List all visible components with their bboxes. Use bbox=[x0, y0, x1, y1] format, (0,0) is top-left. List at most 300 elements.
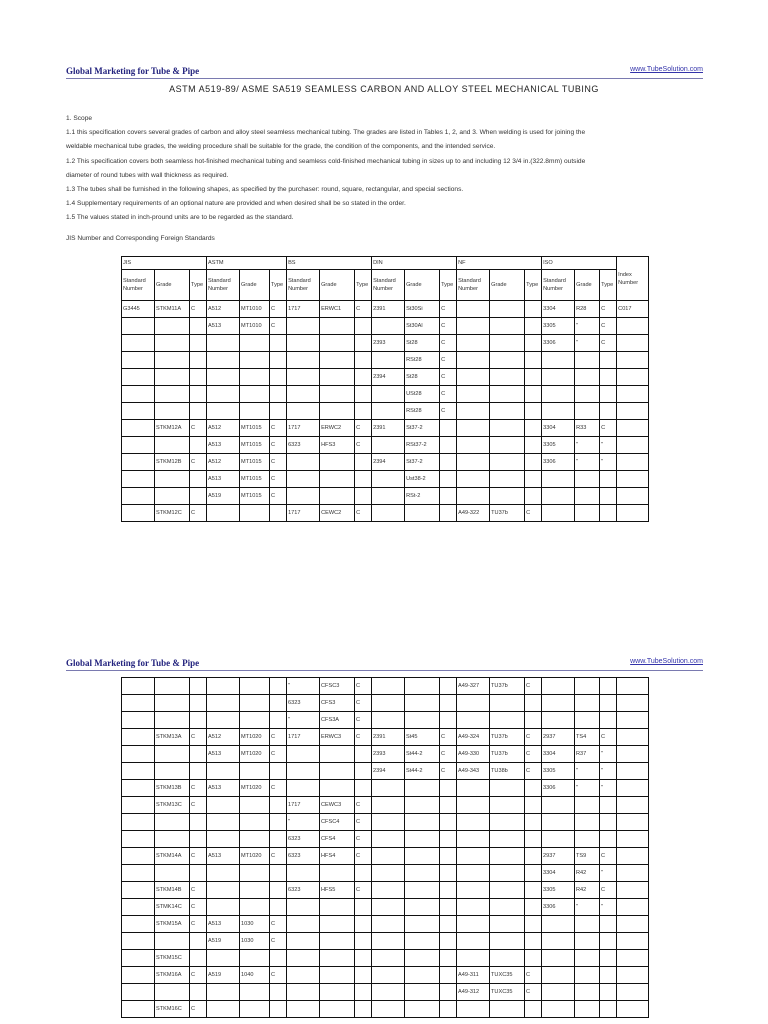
table-cell: C bbox=[355, 712, 372, 729]
table-cell bbox=[405, 831, 440, 848]
table-cell: STMK14C bbox=[155, 899, 190, 916]
table-cell bbox=[490, 454, 525, 471]
table-cell: St37-2 bbox=[405, 420, 440, 437]
table-cell bbox=[440, 437, 457, 454]
table-row bbox=[122, 967, 649, 984]
table-cell: St44-2 bbox=[405, 763, 440, 780]
table-cell: C bbox=[190, 899, 207, 916]
table-cell bbox=[440, 505, 457, 522]
table-cell bbox=[600, 814, 617, 831]
table-cell bbox=[355, 318, 372, 335]
table-cell bbox=[207, 882, 240, 899]
table-cell bbox=[320, 369, 355, 386]
table-row bbox=[122, 369, 649, 386]
table-cell bbox=[525, 437, 542, 454]
table-cell: CFSC3 bbox=[320, 678, 355, 695]
table-cell: C bbox=[355, 831, 372, 848]
table-cell bbox=[355, 916, 372, 933]
table-cell bbox=[190, 352, 207, 369]
table-cell bbox=[240, 865, 270, 882]
table-cell bbox=[355, 1001, 372, 1018]
table-cell: 3306 bbox=[542, 899, 575, 916]
table-cell bbox=[575, 933, 600, 950]
table-cell: MT1015 bbox=[240, 437, 270, 454]
table-cell: TU37b bbox=[490, 505, 525, 522]
table-cell bbox=[122, 950, 155, 967]
sub-header-cell: Standard Number bbox=[457, 270, 490, 301]
table-cell: St37-2 bbox=[405, 454, 440, 471]
table-cell: " bbox=[575, 437, 600, 454]
table-cell bbox=[372, 318, 405, 335]
table-cell bbox=[525, 899, 542, 916]
table-cell bbox=[405, 865, 440, 882]
table-cell bbox=[457, 899, 490, 916]
table-cell bbox=[320, 318, 355, 335]
table-row bbox=[122, 933, 649, 950]
table-cell bbox=[190, 865, 207, 882]
table-cell: A512 bbox=[207, 729, 240, 746]
table-cell: " bbox=[600, 454, 617, 471]
table-cell bbox=[122, 831, 155, 848]
table-cell bbox=[600, 386, 617, 403]
table-cell: " bbox=[575, 335, 600, 352]
table-cell bbox=[600, 695, 617, 712]
sub-header-row bbox=[122, 270, 649, 301]
table-cell: C bbox=[355, 695, 372, 712]
table-cell: STKM13A bbox=[155, 729, 190, 746]
table-cell bbox=[440, 488, 457, 505]
table-cell bbox=[155, 678, 190, 695]
table-cell bbox=[490, 471, 525, 488]
table-cell bbox=[155, 984, 190, 1001]
group-header-row bbox=[122, 257, 649, 270]
header-company: Global Marketing for Tube & Pipe bbox=[66, 66, 200, 76]
table-cell bbox=[490, 695, 525, 712]
table-cell bbox=[122, 318, 155, 335]
table-cell bbox=[575, 678, 600, 695]
table-cell: C bbox=[270, 746, 287, 763]
table-cell: 3305 bbox=[542, 763, 575, 780]
table-cell: C bbox=[190, 505, 207, 522]
table-cell bbox=[542, 471, 575, 488]
table-cell bbox=[617, 899, 649, 916]
table-cell bbox=[440, 882, 457, 899]
table-cell bbox=[405, 505, 440, 522]
table-cell bbox=[617, 780, 649, 797]
table-cell: 2391 bbox=[372, 420, 405, 437]
table-cell bbox=[207, 984, 240, 1001]
table-cell: St30Al bbox=[405, 318, 440, 335]
table-cell bbox=[155, 712, 190, 729]
table-cell bbox=[617, 437, 649, 454]
table-cell: C bbox=[270, 454, 287, 471]
table-cell bbox=[490, 1001, 525, 1018]
table-cell bbox=[122, 335, 155, 352]
table-cell bbox=[372, 831, 405, 848]
table-cell: R37 bbox=[575, 746, 600, 763]
table-cell: St44-2 bbox=[405, 746, 440, 763]
table-cell bbox=[525, 950, 542, 967]
table-cell bbox=[440, 471, 457, 488]
table-cell: MT1015 bbox=[240, 420, 270, 437]
group-bs: BS bbox=[287, 257, 372, 270]
table-cell: St30Si bbox=[405, 301, 440, 318]
website-link[interactable]: www.TubeSolution.com bbox=[630, 658, 703, 665]
table-cell: C bbox=[190, 420, 207, 437]
table-cell bbox=[372, 882, 405, 899]
table-cell bbox=[600, 984, 617, 1001]
table-cell bbox=[600, 403, 617, 420]
table-cell: TUXC35 bbox=[490, 984, 525, 1001]
table-cell: C bbox=[270, 301, 287, 318]
table-cell bbox=[405, 712, 440, 729]
table-cell bbox=[287, 763, 320, 780]
table-cell bbox=[617, 967, 649, 984]
table-cell: C bbox=[355, 797, 372, 814]
table-cell bbox=[490, 899, 525, 916]
table-cell: " bbox=[575, 454, 600, 471]
table-cell bbox=[600, 933, 617, 950]
table-cell: A512 bbox=[207, 301, 240, 318]
table-cell bbox=[155, 763, 190, 780]
table-row bbox=[122, 437, 649, 454]
sub-header-cell: Type bbox=[440, 270, 457, 301]
table-cell bbox=[372, 403, 405, 420]
table-cell bbox=[542, 712, 575, 729]
table-cell bbox=[575, 916, 600, 933]
table-cell bbox=[320, 454, 355, 471]
table-cell bbox=[287, 780, 320, 797]
table-cell bbox=[617, 352, 649, 369]
table-cell bbox=[457, 437, 490, 454]
table-cell: " bbox=[287, 712, 320, 729]
table-cell: R42 bbox=[575, 865, 600, 882]
table-cell bbox=[240, 352, 270, 369]
table-cell bbox=[490, 420, 525, 437]
table-cell bbox=[457, 797, 490, 814]
table-cell: C bbox=[440, 386, 457, 403]
table-cell: MT1015 bbox=[240, 471, 270, 488]
table-cell bbox=[207, 865, 240, 882]
table-cell: 1717 bbox=[287, 420, 320, 437]
table-cell bbox=[490, 403, 525, 420]
table-row bbox=[122, 763, 649, 780]
table-cell: CFS3 bbox=[320, 695, 355, 712]
table-cell: A519 bbox=[207, 933, 240, 950]
table-cell: " bbox=[600, 780, 617, 797]
table-cell bbox=[440, 865, 457, 882]
table-cell bbox=[155, 746, 190, 763]
sub-header-cell: Grade bbox=[155, 270, 190, 301]
table-cell: STKM14A bbox=[155, 848, 190, 865]
table-cell bbox=[405, 848, 440, 865]
table-cell bbox=[405, 950, 440, 967]
table-cell bbox=[190, 437, 207, 454]
sub-header-cell: Type bbox=[525, 270, 542, 301]
table-cell: USt28 bbox=[405, 386, 440, 403]
table-cell: C bbox=[600, 301, 617, 318]
table-cell bbox=[207, 678, 240, 695]
table-cell bbox=[320, 386, 355, 403]
table-cell: 2391 bbox=[372, 301, 405, 318]
table-cell bbox=[617, 420, 649, 437]
table-cell: A49-330 bbox=[457, 746, 490, 763]
table-cell: MT1020 bbox=[240, 746, 270, 763]
table-cell bbox=[122, 488, 155, 505]
table-row bbox=[122, 386, 649, 403]
table-row bbox=[122, 471, 649, 488]
table-cell bbox=[207, 386, 240, 403]
table-cell bbox=[287, 369, 320, 386]
table-cell bbox=[190, 814, 207, 831]
scope-paragraph: 1.2 This specification covers both seamless hot-finished mechanical tubing and seamless cold-finished mechanical tubing in sizes up to and including 12 3/4 in.(322.8mm) outside bbox=[66, 157, 586, 165]
group-nf: NF bbox=[457, 257, 542, 270]
table-cell bbox=[355, 780, 372, 797]
table-cell: C bbox=[190, 1001, 207, 1018]
sub-header-cell: Type bbox=[600, 270, 617, 301]
table-cell bbox=[372, 505, 405, 522]
table-cell bbox=[617, 984, 649, 1001]
sub-header-cell: Grade bbox=[405, 270, 440, 301]
table-cell bbox=[270, 899, 287, 916]
table-cell bbox=[122, 712, 155, 729]
scope-paragraph: weldable mechanical tube grades, the welding procedure shall be suitable for the grade, the condition of the components, and the intended service. bbox=[66, 143, 496, 151]
table-cell: C bbox=[190, 454, 207, 471]
table-cell bbox=[207, 1001, 240, 1018]
table-cell: C bbox=[355, 678, 372, 695]
table-cell bbox=[287, 916, 320, 933]
table-cell bbox=[600, 950, 617, 967]
table-row bbox=[122, 1001, 649, 1018]
table-cell bbox=[405, 1001, 440, 1018]
table-cell bbox=[287, 454, 320, 471]
table-cell bbox=[600, 488, 617, 505]
table-row bbox=[122, 950, 649, 967]
table-cell bbox=[457, 814, 490, 831]
table-cell: C017 bbox=[617, 301, 649, 318]
table-cell: C bbox=[270, 916, 287, 933]
table-cell: C bbox=[270, 967, 287, 984]
table-cell bbox=[287, 335, 320, 352]
table-cell: C bbox=[525, 729, 542, 746]
table-cell bbox=[372, 916, 405, 933]
table-cell bbox=[190, 933, 207, 950]
table-cell bbox=[457, 933, 490, 950]
table-cell bbox=[207, 712, 240, 729]
table-cell: C bbox=[355, 882, 372, 899]
table-cell: 6323 bbox=[287, 437, 320, 454]
table-cell bbox=[490, 831, 525, 848]
table-cell: C bbox=[440, 763, 457, 780]
table-cell bbox=[542, 831, 575, 848]
table-cell bbox=[457, 488, 490, 505]
table-cell bbox=[122, 916, 155, 933]
table-cell bbox=[320, 865, 355, 882]
table-cell bbox=[440, 933, 457, 950]
table-cell bbox=[270, 763, 287, 780]
table-cell bbox=[372, 780, 405, 797]
table-cell: R42 bbox=[575, 882, 600, 899]
table-cell bbox=[240, 678, 270, 695]
table-cell bbox=[405, 882, 440, 899]
table-row bbox=[122, 797, 649, 814]
table-cell bbox=[122, 678, 155, 695]
table-cell bbox=[207, 369, 240, 386]
table-cell bbox=[405, 899, 440, 916]
website-link[interactable]: www.TubeSolution.com bbox=[630, 66, 703, 73]
table-cell bbox=[457, 848, 490, 865]
table-cell bbox=[575, 712, 600, 729]
table-cell: C bbox=[355, 301, 372, 318]
scope-paragraph: diameter of round tubes with wall thickness as required. bbox=[66, 171, 229, 179]
table-cell bbox=[457, 403, 490, 420]
table-cell: Ust38-2 bbox=[405, 471, 440, 488]
table-cell bbox=[270, 505, 287, 522]
table-cell bbox=[617, 471, 649, 488]
table-cell: A519 bbox=[207, 488, 240, 505]
table-row bbox=[122, 712, 649, 729]
table-cell: 3304 bbox=[542, 301, 575, 318]
table-cell bbox=[525, 420, 542, 437]
table-cell bbox=[490, 797, 525, 814]
table-cell bbox=[190, 403, 207, 420]
table-cell: " bbox=[575, 780, 600, 797]
table-cell bbox=[490, 916, 525, 933]
table-cell bbox=[525, 301, 542, 318]
table-cell bbox=[525, 882, 542, 899]
table-cell bbox=[207, 763, 240, 780]
table-cell: MT1010 bbox=[240, 301, 270, 318]
table-cell bbox=[122, 695, 155, 712]
table-cell bbox=[575, 488, 600, 505]
table-cell: C bbox=[355, 729, 372, 746]
table-cell bbox=[287, 352, 320, 369]
table-cell: STKM15C bbox=[155, 950, 190, 967]
table-cell bbox=[457, 780, 490, 797]
table-cell bbox=[575, 1001, 600, 1018]
table-cell: C bbox=[440, 301, 457, 318]
table-cell: CEWC2 bbox=[320, 505, 355, 522]
table-cell bbox=[617, 950, 649, 967]
table-cell bbox=[525, 797, 542, 814]
table-cell: ERWC1 bbox=[320, 301, 355, 318]
table-cell bbox=[440, 831, 457, 848]
table-cell: C bbox=[440, 746, 457, 763]
table-cell: C bbox=[270, 729, 287, 746]
table-cell: A513 bbox=[207, 780, 240, 797]
table-cell bbox=[600, 712, 617, 729]
table-cell bbox=[270, 882, 287, 899]
table-cell: RSt37-2 bbox=[405, 437, 440, 454]
table-cell: R28 bbox=[575, 301, 600, 318]
table-cell: RSt28 bbox=[405, 403, 440, 420]
scope-paragraph: 1.1 this specification covers several grades of carbon and alloy steel seamless mechanical tubing. The grades are listed in Tables 1, 2, and 3. When welding is used for joining the bbox=[66, 129, 586, 137]
table-cell bbox=[122, 1001, 155, 1018]
table-cell bbox=[155, 831, 190, 848]
table-cell bbox=[617, 797, 649, 814]
table-cell bbox=[240, 984, 270, 1001]
table-cell bbox=[372, 950, 405, 967]
table-cell bbox=[320, 916, 355, 933]
table-cell bbox=[287, 865, 320, 882]
table-cell bbox=[355, 386, 372, 403]
table-cell bbox=[600, 369, 617, 386]
table-cell: A513 bbox=[207, 848, 240, 865]
table-cell bbox=[240, 797, 270, 814]
table-cell bbox=[600, 967, 617, 984]
table-cell bbox=[405, 695, 440, 712]
table-cell bbox=[320, 899, 355, 916]
table-cell bbox=[270, 865, 287, 882]
sub-header-cell: Grade bbox=[240, 270, 270, 301]
table-cell: " bbox=[600, 865, 617, 882]
table-cell bbox=[617, 916, 649, 933]
table-cell bbox=[542, 814, 575, 831]
table-cell: A49-322 bbox=[457, 505, 490, 522]
table-cell bbox=[240, 831, 270, 848]
table-caption: JIS Number and Corresponding Foreign Standards bbox=[66, 234, 215, 242]
table-cell bbox=[575, 814, 600, 831]
table-cell bbox=[155, 335, 190, 352]
table-cell bbox=[207, 695, 240, 712]
table-cell bbox=[122, 403, 155, 420]
table-cell bbox=[372, 797, 405, 814]
table-cell: A49-324 bbox=[457, 729, 490, 746]
table-cell: C bbox=[355, 814, 372, 831]
table-cell bbox=[525, 865, 542, 882]
table-row bbox=[122, 505, 649, 522]
table-cell: CFS3A bbox=[320, 712, 355, 729]
table-cell bbox=[575, 984, 600, 1001]
table-cell bbox=[542, 678, 575, 695]
table-cell bbox=[405, 984, 440, 1001]
table-cell bbox=[525, 471, 542, 488]
table-cell: C bbox=[190, 780, 207, 797]
table-cell bbox=[320, 471, 355, 488]
table-cell bbox=[155, 352, 190, 369]
table-cell bbox=[405, 967, 440, 984]
table-cell bbox=[122, 882, 155, 899]
table-cell: C bbox=[270, 488, 287, 505]
table-cell bbox=[600, 831, 617, 848]
table-cell: " bbox=[287, 814, 320, 831]
table-cell bbox=[240, 369, 270, 386]
table-cell: C bbox=[525, 763, 542, 780]
table-cell bbox=[525, 488, 542, 505]
table-cell bbox=[525, 369, 542, 386]
table-cell bbox=[207, 403, 240, 420]
table-cell: St28 bbox=[405, 369, 440, 386]
table-cell bbox=[542, 505, 575, 522]
table-cell: ERWC2 bbox=[320, 420, 355, 437]
page-header-1 bbox=[66, 66, 703, 79]
table-cell bbox=[457, 695, 490, 712]
table-cell bbox=[575, 352, 600, 369]
table-cell bbox=[372, 1001, 405, 1018]
table-row bbox=[122, 695, 649, 712]
table-cell bbox=[525, 454, 542, 471]
table-cell: " bbox=[287, 678, 320, 695]
table-cell bbox=[190, 763, 207, 780]
table-cell: STKM11A bbox=[155, 301, 190, 318]
table-cell bbox=[617, 1001, 649, 1018]
table-cell: MT1020 bbox=[240, 729, 270, 746]
table-cell bbox=[287, 746, 320, 763]
table-cell: C bbox=[440, 403, 457, 420]
table-cell bbox=[270, 335, 287, 352]
table-cell bbox=[457, 712, 490, 729]
table-cell bbox=[525, 712, 542, 729]
